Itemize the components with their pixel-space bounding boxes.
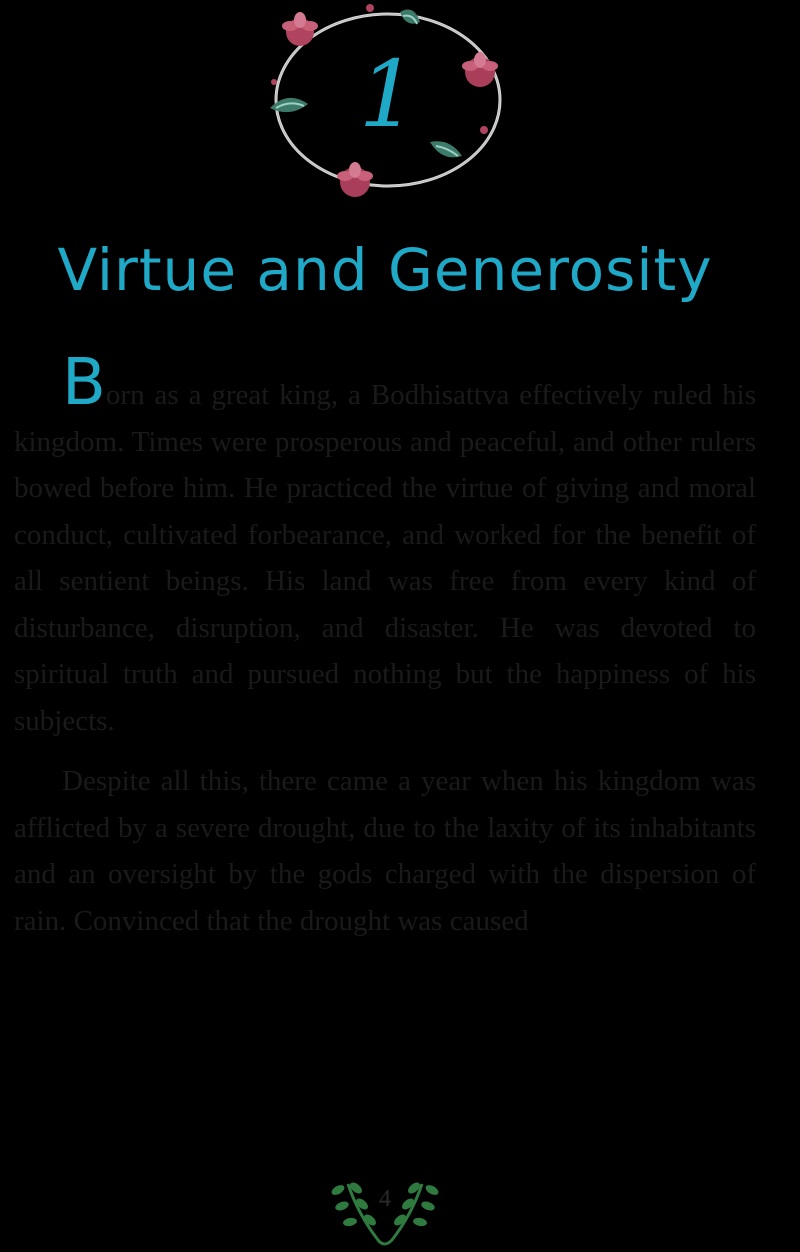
paragraph-1 — [14, 346, 756, 744]
paragraph-1-text: orn as a great king, a Bodhisattva effectively ruled his kingdom. Times were prosperous and peaceful, and other rulers bowed before him. He practiced the virtue of giving and moral conduct, cultivated forbearance, and worked for the benefit of all sentient beings. His land was free from every kind of disturbance, disruption, and disaster. He was devoted to spiritual truth and pursued nothing but the happiness of his subjects. — [14, 379, 756, 737]
chapter-body — [14, 346, 756, 958]
paragraph-2: Despite all this, there came a year when his kingdom was afflicted by a severe drought, due to the laxity of its inhabitants and an oversight by the gods charged with the dispersion of rain. Convinced that the drought was caused — [14, 765, 756, 937]
chapter-number: 1 — [358, 41, 418, 148]
chapter-title: Virtue and Generosity — [57, 236, 713, 304]
drop-cap: B — [62, 346, 106, 420]
leaf-icon — [400, 10, 420, 24]
page-number: 4 — [379, 1186, 391, 1212]
lotus-flower-icon — [337, 162, 373, 197]
